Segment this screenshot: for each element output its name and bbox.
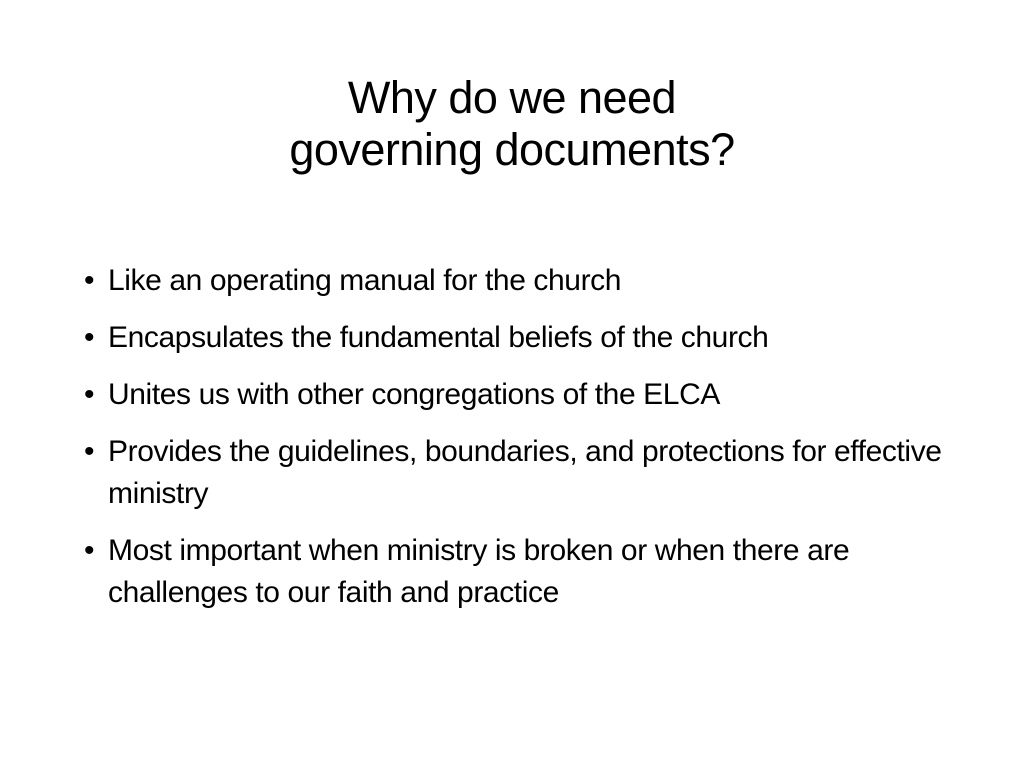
- bullet-item: [84, 374, 964, 416]
- bullet-point-icon: •: [84, 534, 95, 567]
- bullet-item: [84, 260, 964, 302]
- bullet-text: Encapsulates the fundamental beliefs of the church: [108, 321, 769, 354]
- slide-title-line-1: Why do we need: [347, 72, 677, 123]
- bullet-point-icon: •: [84, 264, 95, 297]
- bullet-text: Provides the guidelines, boundaries, and protections for effective ministry: [108, 435, 942, 510]
- bullet-text: Unites us with other congregations of the ELCA: [108, 378, 720, 411]
- bullet-point-icon: •: [84, 435, 95, 468]
- bullet-item: [84, 431, 964, 515]
- slide-title: [70, 72, 954, 176]
- bullet-list: [84, 260, 964, 629]
- bullet-text: Most important when ministry is broken or when there are challenges to our faith and practice: [108, 534, 850, 609]
- slide-title-line-2: governing documents?: [289, 124, 735, 175]
- bullet-item: [84, 530, 964, 614]
- bullet-text: Like an operating manual for the church: [108, 264, 622, 297]
- bullet-point-icon: •: [84, 378, 95, 411]
- bullet-item: [84, 317, 964, 359]
- bullet-point-icon: •: [84, 321, 95, 354]
